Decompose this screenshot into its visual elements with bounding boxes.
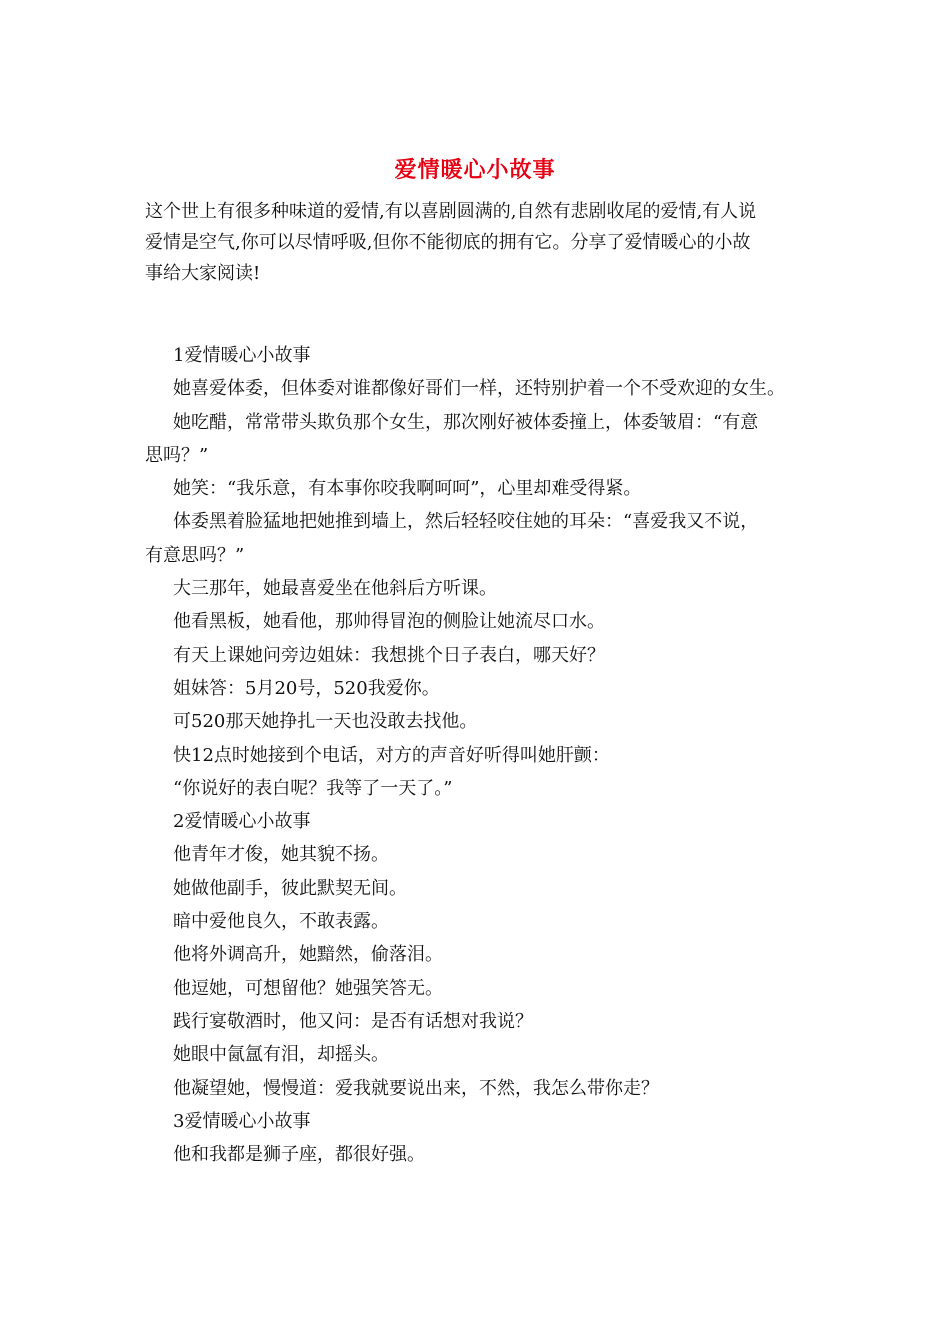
story-line: 他凝望她，慢慢道：爱我就要说出来，不然，我怎么带你走？ xyxy=(173,1077,659,1099)
story-line: 践行宴敬酒时，他又问：是否有话想对我说？ xyxy=(173,1010,533,1032)
story-line: 可520那天她挣扎一天也没敢去找他。 xyxy=(173,711,478,733)
story-line: 她眼中氤氲有泪，却摇头。 xyxy=(173,1044,389,1066)
story-line: 暗中爱他良久，不敢表露。 xyxy=(173,911,389,933)
section-heading: 3爱情暖心小故事 xyxy=(173,1110,311,1132)
story-line: “你说好的表白呢？我等了一天了。” xyxy=(173,777,453,799)
story-line: 快12点时她接到个电话，对方的声音好听得叫她肝颤： xyxy=(173,744,610,766)
story-line: 有意思吗？” xyxy=(145,544,245,566)
section-heading: 2爱情暖心小故事 xyxy=(173,811,311,833)
story-line: 体委黑着脸猛地把她推到墙上，然后轻轻咬住她的耳朵：“喜爱我又不说， xyxy=(173,511,759,533)
story-line: 他青年才俊，她其貌不扬。 xyxy=(173,844,389,866)
story-line: 她喜爱体委，但体委对谁都像好哥们一样，还特别护着一个不受欢迎的女生。 xyxy=(173,378,785,400)
story-line: 他看黑板，她看他，那帅得冒泡的侧脸让她流尽口水。 xyxy=(173,611,605,633)
intro-line: 这个世上有很多种味道的爱情,有以喜剧圆满的,自然有悲剧收尾的爱情,有人说 xyxy=(145,201,757,222)
story-line: 姐妹答：5月20号，520我爱你。 xyxy=(173,677,440,699)
story-line: 有天上课她问旁边姐妹：我想挑个日子表白，哪天好？ xyxy=(173,644,605,666)
story-line: 他逗她，可想留他？她强笑答无。 xyxy=(173,977,443,999)
story-line: 他和我都是狮子座，都很好强。 xyxy=(173,1144,425,1166)
story-line: 他将外调高升，她黯然，偷落泪。 xyxy=(173,944,443,966)
story-body xyxy=(145,339,825,1171)
story-line: 她做他副手，彼此默契无间。 xyxy=(173,877,407,899)
story-line: 她吃醋，常常带头欺负那个女生，那次刚好被体委撞上，体委皱眉：“有意 xyxy=(173,411,759,433)
intro-line: 爱情是空气,你可以尽情呼吸,但你不能彻底的拥有它。分享了爱情暖心的小故 xyxy=(145,232,751,253)
story-line: 大三那年，她最喜爱坐在他斜后方听课。 xyxy=(173,578,497,600)
story-line: 思吗？” xyxy=(145,444,209,466)
story-line: 她笑：“我乐意，有本事你咬我啊呵呵”，心里却难受得紧。 xyxy=(173,478,642,500)
intro-paragraph xyxy=(145,196,825,289)
intro-line: 事给大家阅读! xyxy=(145,263,261,284)
page-title: 爱情暖心小故事 xyxy=(394,157,556,183)
section-heading: 1爱情暖心小故事 xyxy=(173,345,311,366)
